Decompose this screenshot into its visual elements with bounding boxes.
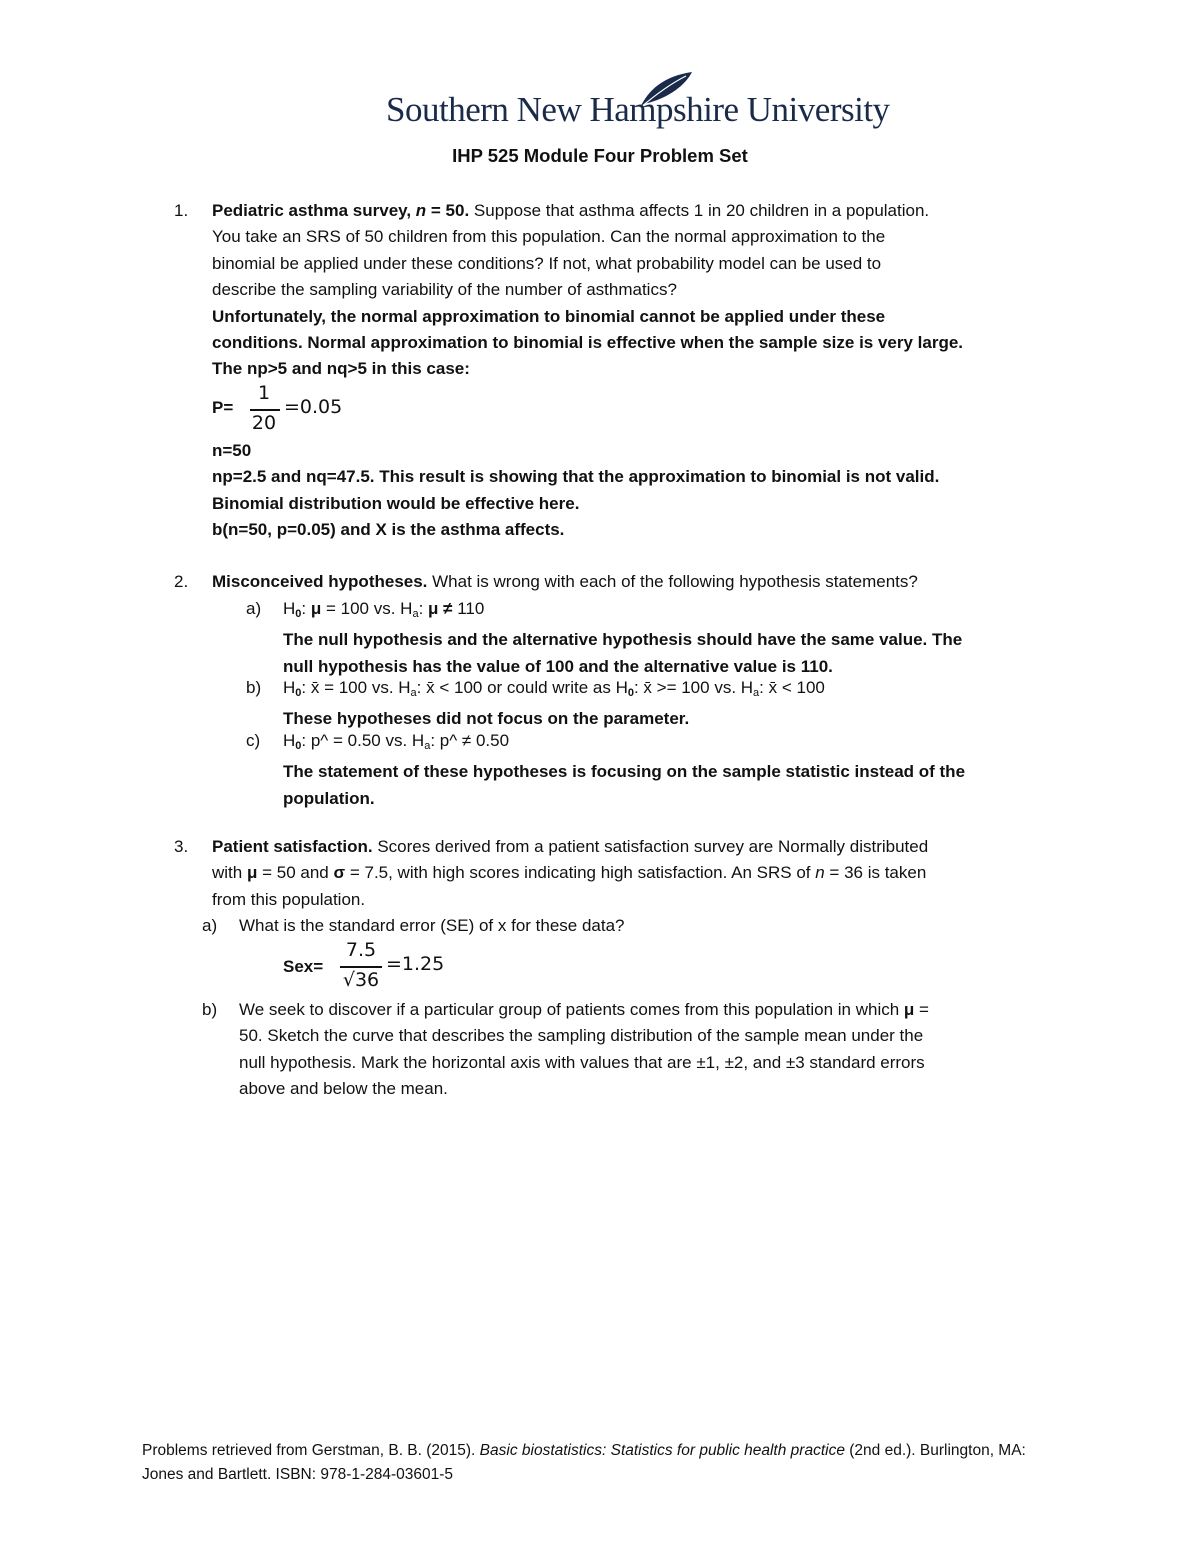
- p-fraction-line: [250, 409, 280, 411]
- q2-number: 2.: [174, 572, 189, 591]
- se-denominator: √36: [342, 969, 380, 991]
- q3-number: 3.: [174, 837, 189, 856]
- p-label: P=: [212, 398, 234, 417]
- page-title: IHP 525 Module Four Problem Set: [452, 145, 748, 166]
- q2a-label: a): [246, 599, 262, 618]
- se-numerator: 7.5: [345, 939, 377, 961]
- p-denominator: 20: [251, 412, 277, 434]
- university-logo: [386, 72, 890, 142]
- q3a-text: What is the standard error (SE) of x for these data?: [239, 916, 625, 935]
- q2b: $H_0$: x̄ = 100 vs. $H_a$: x̄ < 100 or could write as $H_0$: x̄ >= 100 vs. $H_a$: x̄ < 100 These hypotheses did not focus on the parameter.: [283, 678, 825, 729]
- q1-answer-rest: n=50 np=2.5 and nq=47.5. This result is showing that the approximation to binomial is not valid. Binomial distribution would be effective here. b(n=50, p=0.05) and X is the asthma affects.: [212, 441, 940, 540]
- q1-answer-line3: The np>5 and nq>5 in this case:: [212, 359, 470, 379]
- se-fraction-line: [340, 966, 382, 968]
- q1-answer-line2: conditions. Normal approximation to binomial is effective when the sample size is very large.: [212, 333, 964, 353]
- se-result: =1.25: [386, 953, 445, 975]
- q3b-label: b): [202, 1000, 218, 1019]
- q3-question: Patient satisfaction. Scores derived from a patient satisfaction survey are Normally distributed with μ = 50 and σ = 7.5, with high scores indicating high satisfaction. An SRS of n = 36 is taken from this population.: [212, 837, 929, 909]
- q1-answer-line1: Unfortunately, the normal approximation to binomial cannot be applied under these: [212, 306, 886, 326]
- q3a-label: a): [202, 916, 218, 935]
- se-label: Sex=: [283, 957, 324, 976]
- p-numerator: 1: [257, 382, 271, 404]
- q2c-label: c): [246, 731, 261, 750]
- logo-text: Southern New Hampshire University: [386, 90, 890, 129]
- p-result: =0.05: [284, 396, 343, 418]
- q1-question: Pediatric asthma survey, n = 50. Suppose that asthma affects 1 in 20 children in a population. You take an SRS of 50 children from this population. Can the normal approximation to the binomial be applied under these conditions? If not, what probability model can be used to describe the sampling variability of the number of asthmatics? Unfortunately, the normal approximation to binomial cannot be applied under these conditions. Normal approximation to binomial is effective when the sample size is very large. The np>5 and nq>5 in this case:: [212, 198, 1072, 383]
- q2a: $H_0$: μ = 100 vs. $H_a$: μ ≠ 110 The null hypothesis and the alternative hypothesis should have the same value. The null hypothesis has the value of 100 and the alternative value is 110.: [283, 599, 963, 676]
- q2c: $H_0$: p^ = 0.50 vs. $H_a$: p^ ≠ 0.50 The statement of these hypotheses is focusing on the sample statistic instead of the population.: [283, 731, 966, 808]
- q1-number: 1.: [174, 201, 189, 220]
- q3b-text: We seek to discover if a particular group of patients comes from this population in which μ = 50. Sketch the curve that describes the sampling distribution of the sample mean under the null hypothesis. Mark the horizontal axis with values that are ±1, ±2, and ±3 standard errors above and below the mean.: [239, 1000, 929, 1099]
- q2b-label: b): [246, 678, 262, 697]
- q2-question: Misconceived hypotheses. What is wrong with each of the following hypothesis statements?: [212, 572, 918, 591]
- footer-citation: Problems retrieved from Gerstman, B. B. (2015). Basic biostatistics: Statistics for public health practice (2nd ed.). Burlington, MA: Jones and Bartlett. ISBN: 978-1-284-03601-5: [142, 1442, 1026, 1483]
